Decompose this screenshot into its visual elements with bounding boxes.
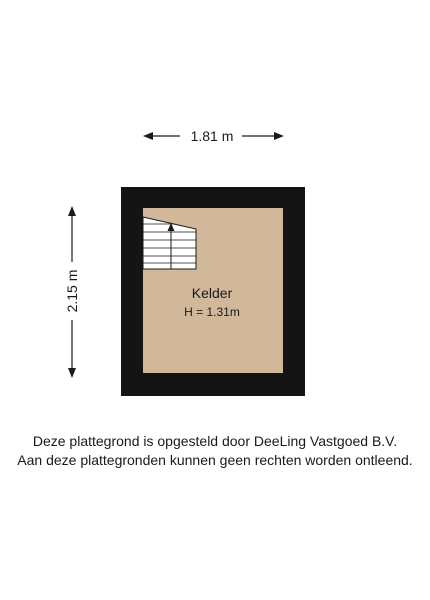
disclaimer-line-1: Deze plattegrond is opgesteld door DeeLing Vastgoed B.V. (32, 433, 398, 449)
room-name: Kelder (191, 285, 233, 301)
height-arrow-bottom-icon (68, 368, 76, 378)
room-height: H = 1.31m (184, 305, 240, 319)
width-arrow-left-icon (143, 132, 153, 140)
disclaimer-line-2: Aan deze plattegronden kunnen geen rechten worden ontleend. (17, 452, 413, 468)
width-dimension-label: 1.81 m (190, 128, 234, 144)
width-arrow-right-icon (274, 132, 284, 140)
disclaimer (0, 432, 430, 470)
height-dimension (64, 206, 80, 378)
height-dimension-label: 2.15 m (64, 269, 80, 313)
width-dimension (143, 128, 284, 144)
height-arrow-top-icon (68, 206, 76, 216)
